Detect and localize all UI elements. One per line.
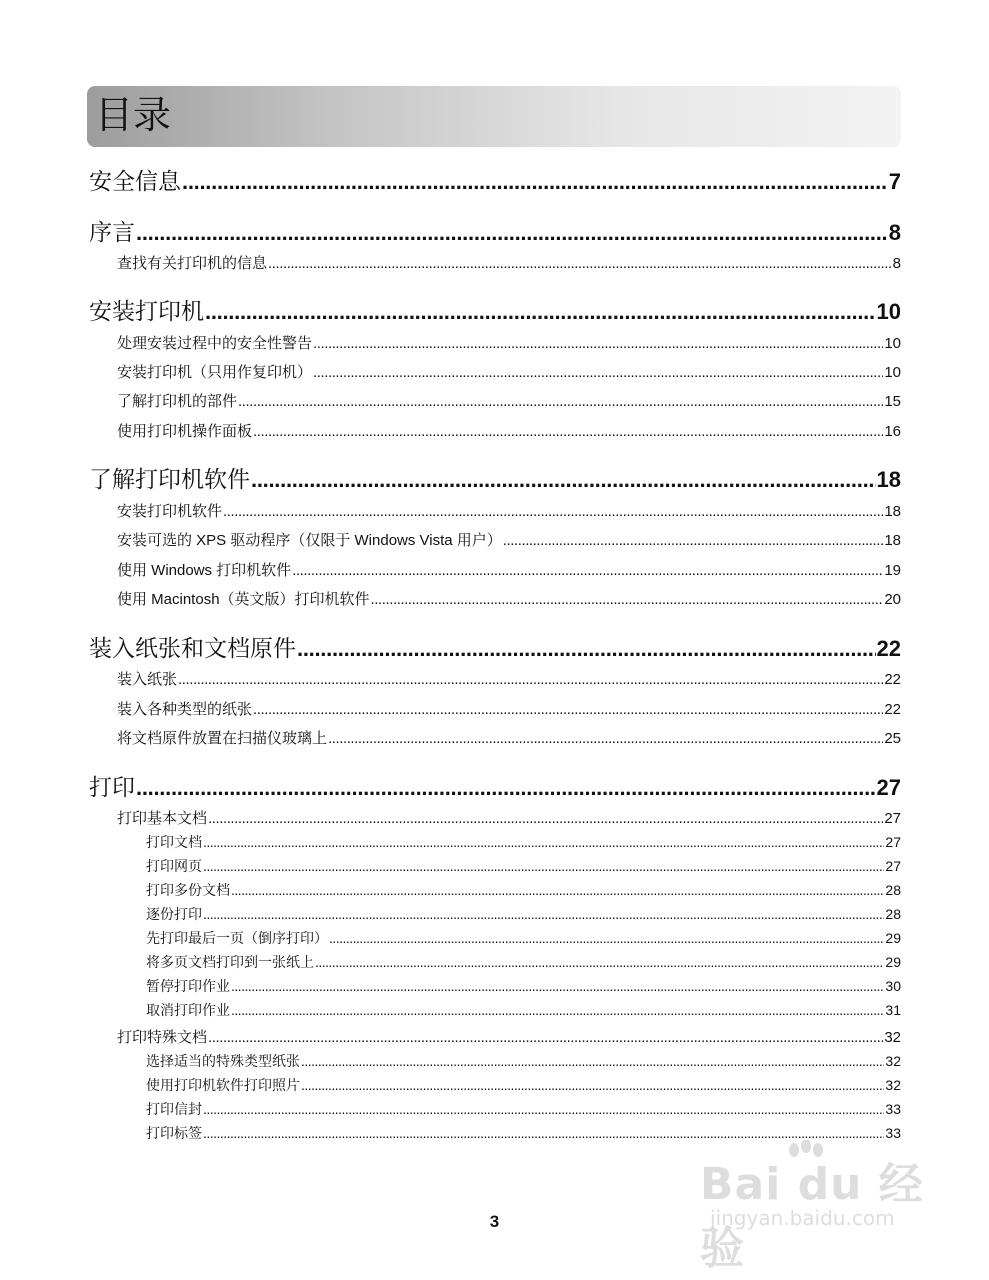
dot-leader (292, 562, 883, 579)
toc-entry-label: 将多页文档打印到一张纸上 (146, 954, 314, 970)
toc-entry-page: 28 (885, 882, 901, 898)
toc-entry-label: 序言 (89, 219, 135, 245)
toc-entry-page: 16 (884, 423, 901, 440)
toc-entry[interactable] (146, 880, 901, 899)
toc-entry-page: 8 (892, 255, 901, 272)
toc-entry-page: 25 (884, 730, 901, 747)
toc-entry-label: 将文档原件放置在扫描仪玻璃上 (117, 730, 328, 747)
toc-entry-page: 22 (884, 701, 901, 718)
toc-entry-page: 20 (884, 591, 901, 608)
dot-leader (251, 467, 876, 493)
toc-entry[interactable] (117, 361, 901, 381)
dot-leader (313, 364, 883, 381)
toc-entry-preface[interactable] (89, 214, 901, 244)
toc-entry[interactable] (146, 1099, 901, 1118)
dot-leader (208, 810, 883, 827)
dot-leader (203, 834, 884, 850)
toc-entry-page: 15 (884, 393, 901, 410)
toc-entry-label: 打印特殊文档 (117, 1029, 208, 1046)
dot-leader (203, 858, 884, 874)
toc-entry-label: 安装打印机（只用作复印机） (117, 364, 313, 381)
dot-leader (253, 701, 883, 718)
toc-entry[interactable] (117, 420, 901, 440)
toc-entry[interactable] (117, 559, 901, 579)
dot-leader (313, 335, 883, 352)
toc-entry-page: 10 (876, 299, 901, 324)
dot-leader (503, 532, 884, 549)
dot-leader (223, 503, 883, 520)
toc-entry[interactable] (117, 252, 901, 272)
toc-entry-page: 27 (885, 858, 901, 874)
toc-entry-page: 18 (884, 532, 901, 549)
toc-entry-page: 18 (884, 503, 901, 520)
toc-entry-printing[interactable] (89, 769, 901, 799)
toc-entry-label: 打印网页 (146, 858, 202, 874)
toc-entry[interactable] (117, 698, 901, 718)
toc-entry-label: 查找有关打印机的信息 (117, 255, 268, 272)
toc-entry-label: 选择适当的特殊类型纸张 (146, 1053, 300, 1069)
toc-entry-label: 安装打印机 (89, 298, 204, 324)
toc-entry[interactable] (146, 1000, 901, 1019)
toc-entry-label: 逐份打印 (146, 906, 202, 922)
toc-entry-label: 打印标签 (146, 1125, 202, 1141)
watermark-url: jingyan.baidu.com (710, 1206, 895, 1230)
dot-leader (238, 393, 883, 410)
toc-entry-label: 装入纸张和文档原件 (89, 635, 296, 661)
toc-entry-install[interactable] (89, 293, 901, 323)
toc-entry-page: 33 (885, 1101, 901, 1117)
toc-entry-label: 暂停打印作业 (146, 978, 230, 994)
toc-entry[interactable] (117, 807, 901, 827)
toc-entry-page: 29 (885, 930, 901, 946)
toc-entry[interactable] (117, 668, 901, 688)
toc-entry-label: 使用打印机软件打印照片 (146, 1077, 300, 1093)
toc-entry[interactable] (146, 976, 901, 995)
toc-entry-page: 32 (884, 1029, 901, 1046)
dot-leader (182, 169, 888, 195)
toc-entry[interactable] (146, 1075, 901, 1094)
toc-entry-page: 10 (884, 335, 901, 352)
dot-leader (178, 671, 883, 688)
toc-entry-loading[interactable] (89, 630, 901, 660)
dot-leader (301, 1077, 884, 1093)
toc-entry-label: 处理安装过程中的安全性警告 (117, 335, 313, 352)
toc-entry[interactable] (117, 500, 901, 520)
toc-entry-label: 装入纸张 (117, 671, 178, 688)
dot-leader (203, 906, 884, 922)
toc-entry-label: 打印基本文档 (117, 810, 208, 827)
dot-leader (208, 1029, 883, 1046)
toc-entry[interactable] (146, 832, 901, 851)
toc-entry[interactable] (117, 332, 901, 352)
toc-entry-page: 7 (888, 169, 901, 194)
dot-leader (253, 423, 883, 440)
dot-leader (268, 255, 892, 272)
watermark-brand: Bai du 经验 (700, 1159, 924, 1274)
toc-entry-page: 29 (885, 954, 901, 970)
toc-entry-page: 27 (876, 775, 901, 800)
toc-entry-label: 使用 Windows 打印机软件 (117, 562, 292, 579)
paw-icon (786, 1140, 826, 1184)
toc-entry[interactable] (146, 904, 901, 923)
toc-entry-page: 22 (884, 671, 901, 688)
page-number: 3 (489, 1212, 500, 1231)
toc-entry-label: 了解打印机的部件 (117, 393, 238, 410)
toc-entry-page: 30 (885, 978, 901, 994)
dot-leader (136, 220, 888, 246)
toc-entry-label: 使用打印机操作面板 (117, 423, 253, 440)
toc-entry-safety[interactable] (89, 163, 901, 193)
toc-entry-label: 安全信息 (89, 168, 181, 194)
toc-entry-page: 32 (885, 1053, 901, 1069)
toc-entry-label: 打印多份文档 (146, 882, 230, 898)
toc-entry-label: 打印 (89, 774, 135, 800)
dot-leader (301, 1053, 884, 1069)
dot-leader (136, 775, 876, 801)
dot-leader (203, 1125, 884, 1141)
dot-leader (231, 882, 884, 898)
toc-entry-page: 31 (885, 1002, 901, 1018)
toc-entry-label: 先打印最后一页（倒序打印） (146, 930, 328, 946)
toc-entry-label: 安装可选的 XPS 驱动程序（仅限于 Windows Vista 用户） (117, 532, 502, 549)
toc-entry[interactable] (117, 390, 901, 410)
dot-leader (205, 299, 876, 325)
toc-entry-page: 27 (884, 810, 901, 827)
toc-entry-label: 使用 Macintosh（英文版）打印机软件 (117, 591, 370, 608)
toc-entry-label: 取消打印作业 (146, 1002, 230, 1018)
toc-entry-page: 8 (888, 220, 901, 245)
page-title: 目录 (95, 95, 172, 137)
toc-entry-page: 10 (884, 364, 901, 381)
toc-entry[interactable] (146, 1051, 901, 1070)
toc-entry-label: 了解打印机软件 (89, 466, 250, 492)
toc-entry-software[interactable] (89, 461, 901, 491)
dot-leader (328, 730, 883, 747)
dot-leader (315, 954, 884, 970)
toc-entry-page: 33 (885, 1125, 901, 1141)
toc-entry-label: 打印信封 (146, 1101, 202, 1117)
dot-leader (371, 591, 884, 608)
dot-leader (231, 978, 884, 994)
toc-entry-page: 27 (885, 834, 901, 850)
toc-entry-label: 打印文档 (146, 834, 202, 850)
toc-entry[interactable] (117, 529, 901, 549)
dot-leader (329, 930, 884, 946)
toc-entry[interactable] (117, 1026, 901, 1046)
toc-entry-page: 28 (885, 906, 901, 922)
dot-leader (203, 1101, 884, 1117)
dot-leader (231, 1002, 884, 1018)
toc-entry-page: 18 (876, 467, 901, 492)
toc-entry[interactable] (146, 952, 901, 971)
toc-entry-page: 19 (884, 562, 901, 579)
dot-leader (297, 636, 876, 662)
toc-entry[interactable] (117, 727, 901, 747)
toc-entry[interactable] (146, 928, 901, 947)
toc-title-bar (87, 86, 901, 147)
toc-entry-page: 32 (885, 1077, 901, 1093)
toc-entry[interactable] (146, 856, 901, 875)
toc-entry-label: 安装打印机软件 (117, 503, 223, 520)
toc-entry[interactable] (117, 588, 901, 608)
toc-entry-label: 装入各种类型的纸张 (117, 701, 253, 718)
toc-entry-page: 22 (876, 636, 901, 661)
